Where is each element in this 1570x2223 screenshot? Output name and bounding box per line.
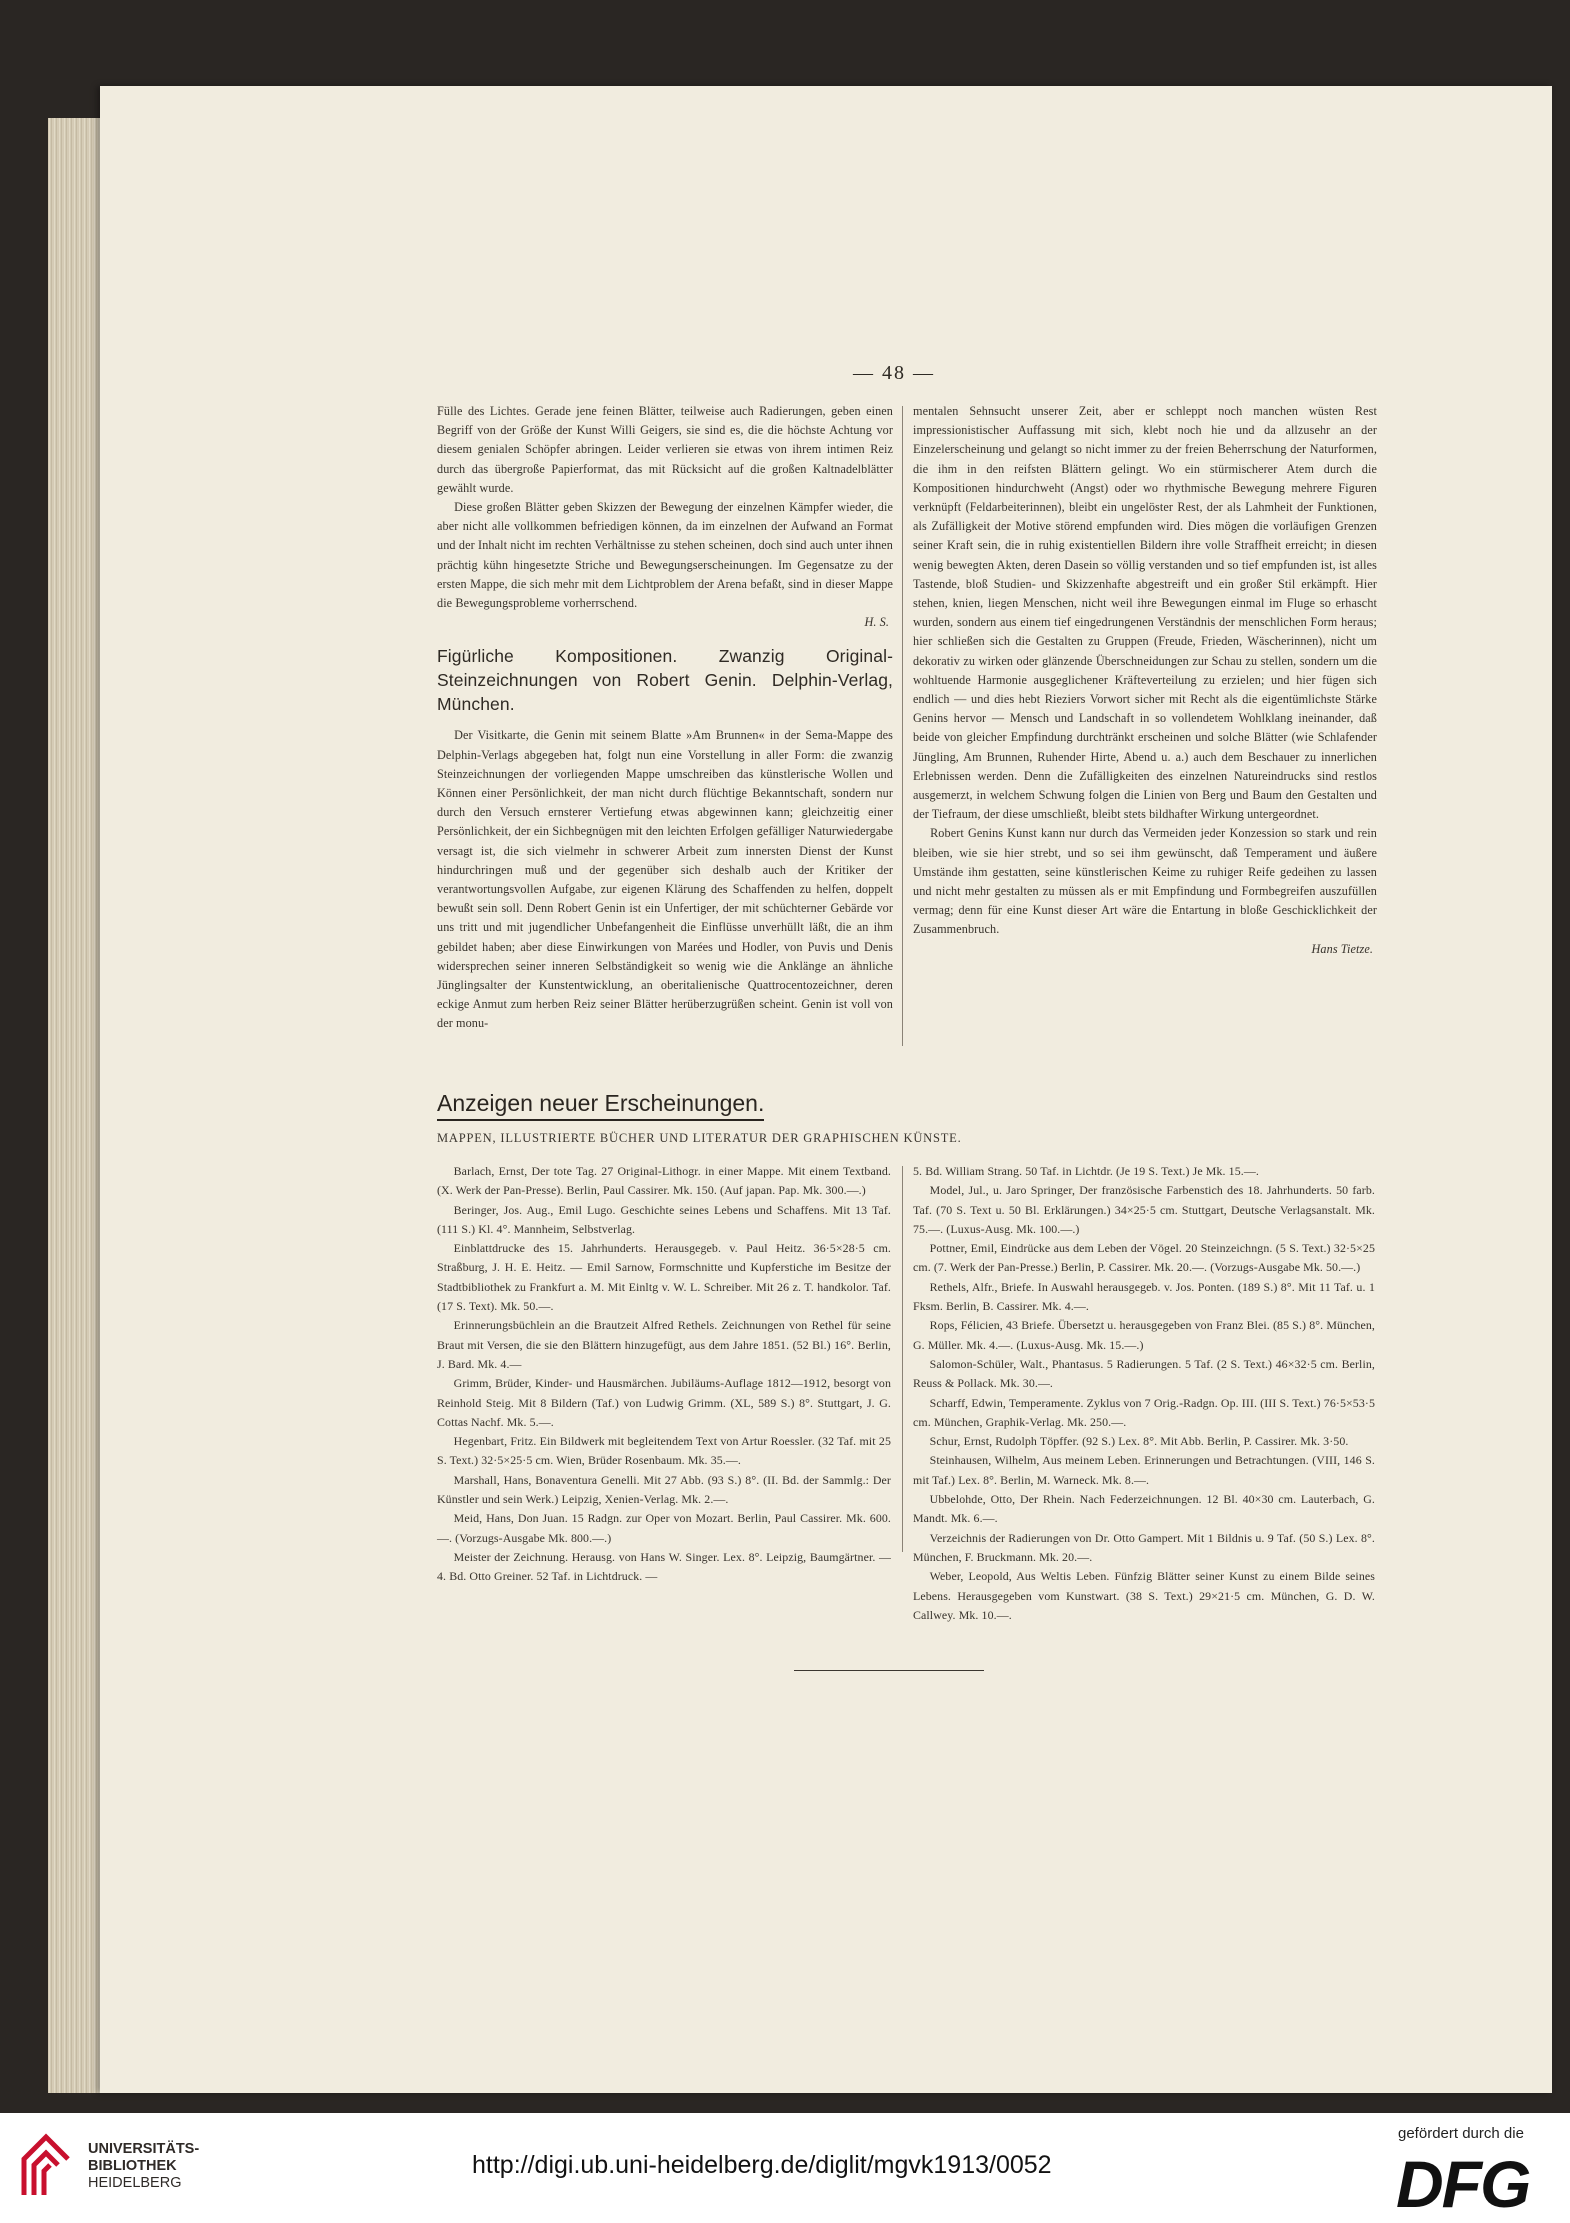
review-heading: Figürliche Kompositionen. Zwanzig Original-Steinzeichnungen von Robert Genin. Delphin-Verlag, München.: [437, 646, 893, 715]
column-divider: [902, 406, 903, 1046]
listing-entry: Grimm, Brüder, Kinder- und Hausmärchen. Jubiläums-Auflage 1812—1912, besorgt von Reinhold Steig. Mit 8 Bildern (Taf.) von Ludwig Grimm. (XL, 589 S.) 8°. Stuttgart, J. G. Cottas Nachf. Mk. 5.—.: [437, 1376, 891, 1429]
listing-entry: Steinhausen, Wilhelm, Aus meinem Leben. Erinnerungen und Betrachtungen. (VIII, 146 S. mit Taf.) Lex. 8°. Berlin, M. Warneck. Mk. 8.—.: [913, 1453, 1375, 1487]
book-page: [100, 86, 1552, 2093]
listing-entry: Model, Jul., u. Jaro Springer, Der französische Farbenstich des 18. Jahrhunderts. 50 farb. Taf. (70 S. Text u. 50 Bl. Erklärungen.) 34×25·5 cm. Stuttgart, Deutsche Verlagsanstalt. Mk. 75.—. (Luxus-Ausg. Mk. 100.—.): [913, 1183, 1375, 1236]
article-paragraph: mentalen Sehnsucht unserer Zeit, aber er schleppt noch manchen wüsten Rest impressionistischer Auffassung mit sich, klebt noch hie und da allzusehr an der Einzelerscheinung und gelangt so nicht immer zu der freien Beherrschung der Naturformen, die ihm in den reifsten Blättern gelingt. Wo ein stürmischerer Atem durch die Kompositionen hindurchweht (Angst) oder wo rhythmische Bewegung mehrere Figuren verknüpft (Feldarbeiterinnen), bleibt ein ungelöster Rest, der als Lahmheit der Funktionen, als Zufälligkeit der Motive störend empfunden wird. Dies mögen die vorläufigen Grenzen seiner Kraft sein, die in ruhig existentiellen Bildern ihre volle Straffheit erreicht; in diesen wenig bewegten Akten, deren Dasein so völlig verstanden und so tief empfunden ist, ist alles Tastende, bloß Studien- und Skizzenhafte abgestreift und ein großer Stil erkämpft. Hier stehen, knien, liegen Menschen, nicht weil ihre Bewegungen einmal im Fluge so erhascht wurden, sondern aus einem tief eingedrungenen Verständnis der menschlichen Form heraus; hier schließen sich die Gestalten zu Gruppen (Freude, Frieden, Wäscherinnen), nicht um dekorativ zu wirken oder glänzende Überschneidungen zur Schau zu stellen, sondern um die wohltuende Harmonie ausgeglichener Kräfteverteilung zu erzielen; und hier fügen sich endlich — und dies hebt Rieziers Vorwort sicher mit Recht als die eigentümlichste Stärke Genins hervor — Mensch und Landschaft in so vollendetem Wohlklang ineinander, daß beide von gleicher Empfindung durchtränkt erscheinen und solche Blätter (wie Schlafender Jüngling, Am Brunnen, Ruhender Hirte, Abend u. a.) auch dem Beschauer zu innerlichen Erlebnissen werden. Denn die Zufälligkeiten des einzelnen Natureindrucks sind restlos ausgemerzt, in welchem Schwung folgen die Linien von Berg und Baum den Gestalten und der Tiefraum, der diese umschließt, bleibt stets bildhafter Wirkung untergeordnet.: [913, 404, 1377, 822]
page-number: — 48 —: [853, 362, 935, 384]
listing-entry: Hegenbart, Fritz. Ein Bildwerk mit begleitendem Text von Artur Roessler. (32 Taf. mit 25 S. Text.) 32·5×25·5 cm. Wien, Brüder Rosenbaum. Mk. 35.—.: [437, 1434, 891, 1468]
listing-right-column: [913, 1162, 1375, 1625]
listing-entry: Erinnerungsbüchlein an die Brautzeit Alfred Rethels. Zeichnungen von Rethel für seine Braut mit Versen, die sie den Blättern hinzugefügt, aus dem Jahre 1851. (52 Bl.) 16°. Berlin, J. Bard. Mk. 4.—: [437, 1318, 891, 1371]
article-signature: H. S.: [864, 615, 889, 630]
end-rule: [794, 1670, 984, 1671]
listing-entry: Marshall, Hans, Bonaventura Genelli. Mit 27 Abb. (93 S.) 8°. (II. Bd. der Sammlg.: Der Künstler und sein Werk.) Leipzig, Xenien-Verlag. Mk. 2.—.: [437, 1472, 891, 1507]
permalink-url[interactable]: http://digi.ub.uni-heidelberg.de/diglit/mgvk1913/0052: [472, 2151, 1052, 2179]
listing-entry: Pottner, Emil, Eindrücke aus dem Leben der Vögel. 20 Steinzeichngn. (5 S. Text.) 32·5×25 cm. (7. Werk der Pan-Presse.) Berlin, P. Cassirer. Mk. 20.—. (Vorzugs-Ausgabe Mk. 50.—.): [913, 1241, 1375, 1275]
sponsor-label: gefördert durch die: [1398, 2125, 1524, 2142]
listing-entry: Barlach, Ernst, Der tote Tag. 27 Original-Lithogr. in einer Mappe. Mit einem Textband. (X. Werk der Pan-Presse). Berlin, Paul Cassirer. Mk. 150. (Auf japan. Pap. Mk. 300.—.): [437, 1164, 891, 1198]
article-paragraph: Diese großen Blätter geben Skizzen der Bewegung der einzelnen Kämpfer wieder, die aber nicht alle vollkommen befriedigen können, da im einzelnen der Aufwand an Format und der Inhalt nicht im rechten Verhältnisse zu stehen scheinen, doch sind auch unter ihnen prächtig kühn hingesetzte Striche und Bewegungserscheinungen. Im Gegensatze zu der ersten Mappe, die sich mehr mit dem Lichtproblem der Arena befaßt, sind in dieser Mappe die Bewegungsprobleme vorherrschend.: [437, 500, 893, 611]
listing-left-column: [437, 1162, 891, 1587]
review-paragraph: Der Visitkarte, die Genin mit seinem Blatte »Am Brunnen« in der Sema-Mappe des Delphin-Verlags abgegeben hat, folgt nun eine Vorstellung in aller Form: die zwanzig Steinzeichnungen der vorliegenden Mappe umschreiben das künstlerische Wollen und Können einer Persönlichkeit, der man nicht durch flüchtige Bekanntschaft, sondern nur durch den Versuch ernsterer Vertiefung etwas abgewinnen kann; gleichzeitig einer Persönlichkeit, der ein Sichbegnügen mit den leichten Erfolgen gefälliger Naturwiedergabe versagt ist, die sich vielmehr in schwerer Arbeit zum innersten Dienst der Kunst hindurchringen muß und der gegenüber sich deshalb auch der Kritiker der verantwortungsvollen Aufgabe, zur eigenen Klärung des Schaffenden zu helfen, doppelt bewußt sein soll. Denn Robert Genin ist ein Unfertiger, der mit schüchterner Gebärde vor uns tritt und mit jugendlicher Unbefangenheit die Einflüsse unverhüllt läßt, die an ihm gebildet haben; aber diese Einwirkungen von Marées und Hodler, von Puvis und Denis widersprechen seiner inneren Selbständigkeit so wenig wie die Anklänge an ähnliche Jünglingsalter der Kunstentwicklung, an oberitalienische Quattrocentozeichner, deren eckige Anmut zum herben Reiz seiner Blätter herüberzugrüßen scheint. Genin ist voll von der monu-: [437, 728, 893, 1031]
listing-entry: Scharff, Edwin, Temperamente. Zyklus von 7 Orig.-Radgn. Op. III. (III S. Text.) 76·5×53·5 cm. München, Graphik-Verlag. Mk. 250.—.: [913, 1395, 1375, 1429]
listing-entry: Einblattdrucke des 15. Jahrhunderts. Herausgegeb. v. Paul Heitz. 36·5×28·5 cm. Straßburg, J. H. E. Heitz. — Emil Sarnow, Formschnitte und Kupferstiche im Besitze der Stadtbibliothek zu Frankfurt a. M. Mit Einltg v. W. L. Schreiber. Mit 26 z. T. handkolor. Taf. (17 S. Text). Mk. 50.—.: [437, 1241, 891, 1314]
listing-entry: Beringer, Jos. Aug., Emil Lugo. Geschichte seines Lebens und Schaffens. Mit 13 Taf. (111 S.) Kl. 4°. Mannheim, Selbstverlag.: [437, 1202, 891, 1236]
university-name-line: UNIVERSITÄTS-: [88, 2141, 200, 2157]
article-paragraph: Fülle des Lichtes. Gerade jene feinen Blätter, teilweise auch Radierungen, geben einen Begriff von der Größe der Kunst Willi Geigers, sie sind es, die die höchste Achtung vor diesem genialen Schöpfer abringen. Leider verlieren sie etwas von ihrem intimen Reiz durch das übergroße Papierformat, das mit Rücksicht auf die großen Kaltnadelblätter gewählt wurde.: [437, 404, 893, 495]
listing-entry: Meister der Zeichnung. Herausg. von Hans W. Singer. Lex. 8°. Leipzig, Baumgärtner. — 4. Bd. Otto Greiner. 52 Taf. in Lichtdruck. —: [437, 1549, 891, 1584]
section-title: Anzeigen neuer Erscheinungen.: [437, 1090, 764, 1121]
listing-entry: 5. Bd. William Strang. 50 Taf. in Lichtdr. (Je 19 S. Text.) Je Mk. 15.—.: [913, 1164, 1259, 1178]
article-left-column: [437, 402, 893, 1034]
university-logo-icon[interactable]: [16, 2125, 74, 2201]
viewer-footer: [0, 2113, 1570, 2223]
listing-entry: Meid, Hans, Don Juan. 15 Radgn. zur Oper von Mozart. Berlin, Paul Cassirer. Mk. 600.—. (Vorzugs-Ausgabe Mk. 800.—.): [437, 1511, 891, 1545]
section-subtitle: MAPPEN, ILLUSTRIERTE BÜCHER UND LITERATUR DER GRAPHISCHEN KÜNSTE.: [437, 1131, 962, 1145]
article-paragraph: Robert Genins Kunst kann nur durch das Vermeiden jeder Konzession so stark und rein bleiben, wie sie hier strebt, und so sei ihm gewünscht, daß Temperament und äußere Umstände ihm gestatten, seine künstlerischen Keime zu ruhiger Reife gedeihen zu lassen und nicht mehr gestalten zu müssen als er mit Empfindung und Formbegreifen auszufüllen vermag; denn für eine Kunst dieser Art wäre die Entartung in bloße Geschicklichkeit der Zusammenbruch.: [913, 826, 1377, 937]
dfg-logo[interactable]: DFG: [1396, 2147, 1530, 2221]
university-name-line: BIBLIOTHEK: [88, 2158, 177, 2174]
listing-entry: Weber, Leopold, Aus Weltis Leben. Fünfzig Blätter seiner Kunst zu einem Bilde seines Lebens. Herausgegeben vom Kunstwart. (38 S. Text.) 29×21·5 cm. München, G. D. W. Callwey. Mk. 10.—.: [913, 1569, 1375, 1622]
university-name: [88, 2141, 199, 2192]
listing-entry: Schur, Ernst, Rudolph Töpffer. (92 S.) Lex. 8°. Mit Abb. Berlin, P. Cassirer. Mk. 3·50.: [929, 1434, 1349, 1449]
listing-entry: Salomon-Schüler, Walt., Phantasus. 5 Radierungen. 5 Taf. (2 S. Text.) 46×32·5 cm. Berlin, Reuss & Pollack. Mk. 30.—.: [913, 1356, 1375, 1391]
university-name-line: HEIDELBERG: [88, 2175, 182, 2191]
listing-entry: Ubbelohde, Otto, Der Rhein. Nach Federzeichnungen. 12 Bl. 40×30 cm. Lauterbach, G. Mandt. Mk. 6.—.: [913, 1492, 1375, 1526]
article-right-column: [913, 402, 1377, 959]
listing-entry: Verzeichnis der Radierungen von Dr. Otto Gampert. Mit 1 Bildnis u. 9 Taf. (50 S.) Lex. 8°. München, F. Bruckmann. Mk. 20.—.: [913, 1530, 1375, 1564]
column-divider: [902, 1166, 903, 1552]
listing-entry: Rops, Félicien, 43 Briefe. Übersetzt u. herausgegeben von Franz Blei. (85 S.) 8°. München, G. Müller. Mk. 4.—. (Luxus-Ausg. Mk. 15.—.): [913, 1318, 1375, 1352]
listing-entry: Rethels, Alfr., Briefe. In Auswahl herausgegeb. v. Jos. Ponten. (189 S.) 8°. Mit 11 Taf. u. 1 Fksm. Berlin, B. Cassirer. Mk. 4.—.: [913, 1279, 1375, 1314]
article-signature: Hans Tietze.: [1311, 941, 1373, 956]
